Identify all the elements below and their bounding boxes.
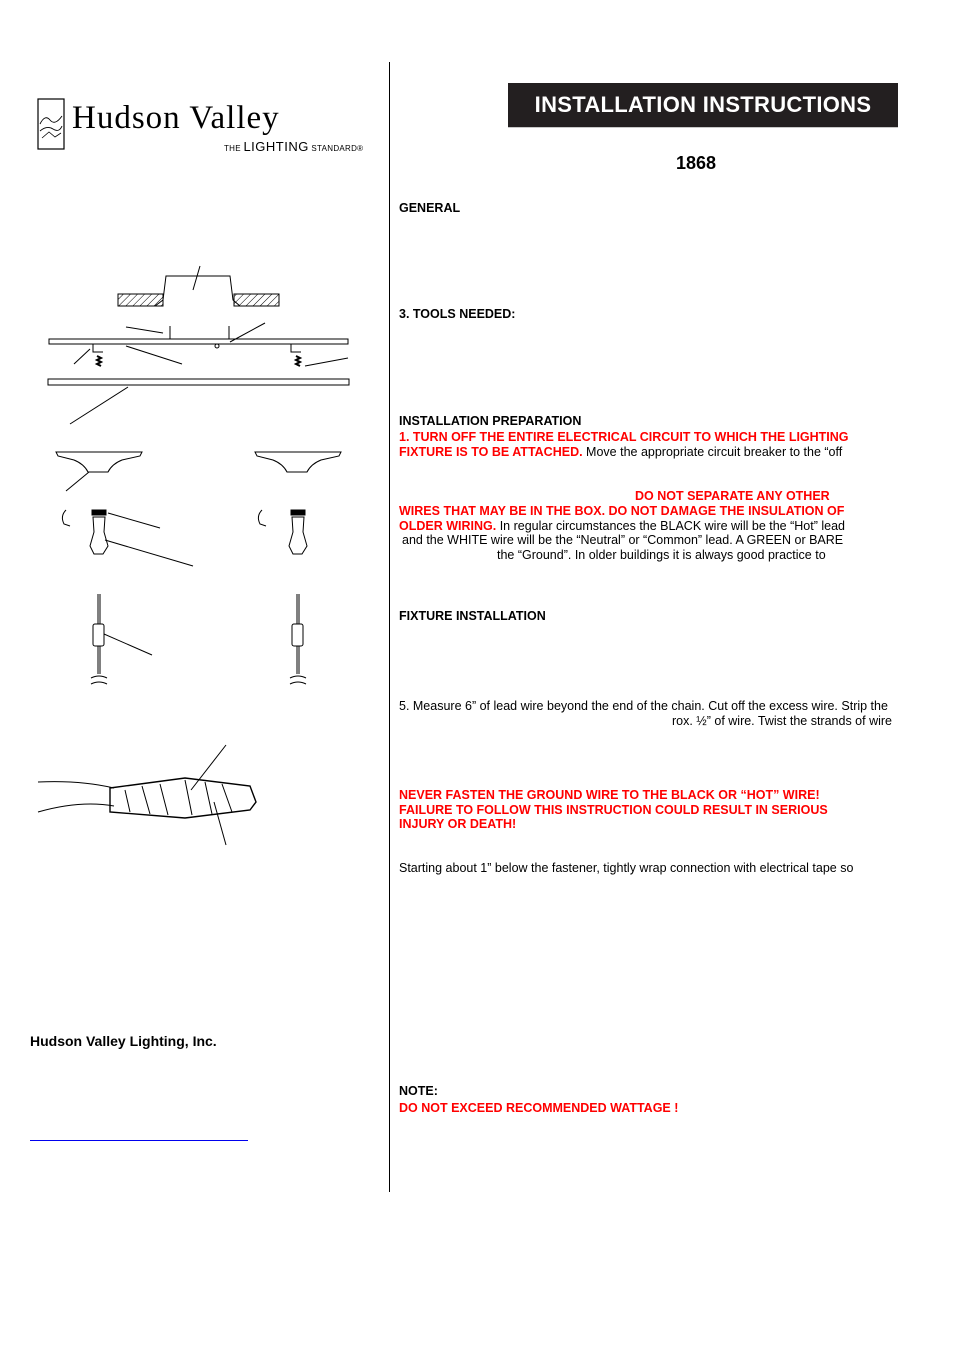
section-tools: 3. TOOLS NEEDED: (399, 307, 516, 321)
step5-line-1: 5. Measure 6” of lead wire beyond the end of the chain. Cut off the excess wire. Strip the (399, 699, 888, 713)
ceiling-box-figure (48, 266, 349, 424)
prep-warning-line-5: OLDER WIRING. (399, 519, 497, 533)
company-name: Hudson Valley Lighting, Inc. (30, 1033, 217, 1049)
ground-warning-line-2: FAILURE TO FOLLOW THIS INSTRUCTION COULD RESULT IN SERIOUS (399, 803, 828, 817)
prep-line-5 (399, 519, 845, 534)
note-heading: NOTE: (399, 1084, 438, 1098)
installation-diagram (0, 0, 389, 1350)
ground-warning-line-1: NEVER FASTEN THE GROUND WIRE TO THE BLACK OR “HOT” WIRE! (399, 788, 820, 802)
section-prep: INSTALLATION PREPARATION (399, 414, 582, 428)
prep-warning-line-3: DO NOT SEPARATE ANY OTHER (635, 489, 830, 503)
logo-wordmark: Hudson Valley (72, 100, 280, 136)
tape-wrap-figure (38, 745, 256, 845)
canopy-socket-figure (56, 452, 341, 566)
page-title: INSTALLATION INSTRUCTIONS (508, 83, 898, 128)
logo-tag-lighting: LIGHTING (243, 139, 309, 154)
prep-text-line-5: In regular circumstances the BLACK wire will be the “Hot” lead (496, 519, 845, 533)
step5-line-2: rox. ½” of wire. Twist the strands of wire (672, 714, 892, 728)
logo-tag-the: THE (224, 144, 241, 153)
model-number: 1868 (676, 153, 717, 173)
prep-warning-line-4: WIRES THAT MAY BE IN THE BOX. DO NOT DAMAGE THE INSULATION OF (399, 504, 845, 518)
prep-text-line-6: and the WHITE wire will be the “Neutral” or “Common” lead. A GREEN or BARE (402, 533, 844, 547)
prep-text-line-2: Move the appropriate circuit breaker to the “off (582, 445, 843, 459)
tape-wrap-text: Starting about 1” below the fastener, tightly wrap connection with electrical tape so (399, 861, 854, 875)
wire-connector-figure (91, 594, 306, 684)
section-general: GENERAL (399, 201, 461, 215)
prep-text-line-7: the “Ground”. In older buildings it is always good practice to (497, 548, 826, 562)
prep-line-2 (399, 445, 842, 460)
prep-warning-line-2: FIXTURE IS TO BE ATTACHED. (399, 445, 583, 459)
column-divider (389, 62, 390, 1192)
ground-warning-line-3: INJURY OR DEATH! (399, 817, 517, 831)
section-fixture: FIXTURE INSTALLATION (399, 609, 546, 623)
prep-warning-line-1: 1. TURN OFF THE ENTIRE ELECTRICAL CIRCUIT TO WHICH THE LIGHTING (399, 430, 849, 444)
website-link[interactable] (30, 1128, 248, 1141)
wattage-warning: DO NOT EXCEED RECOMMENDED WATTAGE ! (399, 1101, 679, 1115)
logo-tag-standard: STANDARD® (311, 144, 364, 153)
